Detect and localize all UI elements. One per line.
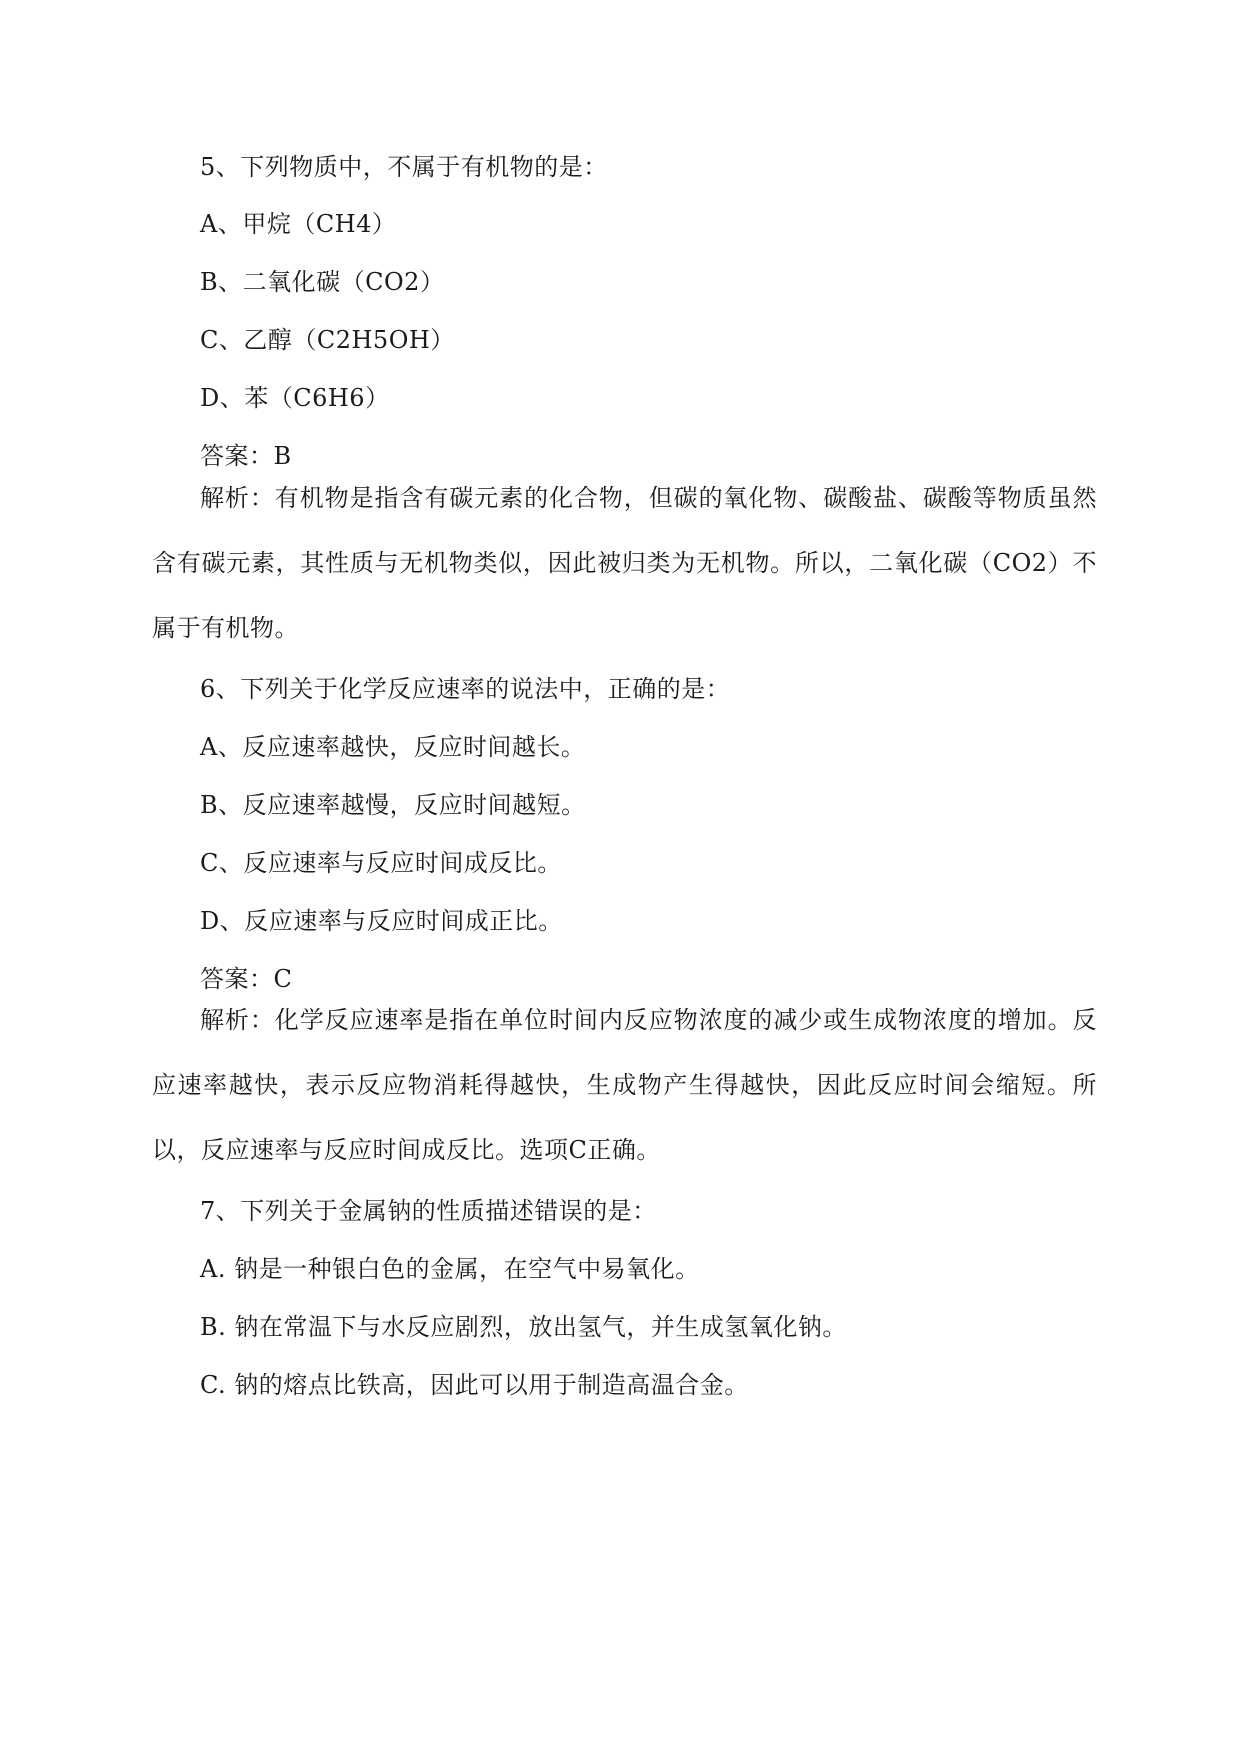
option-a: A. 钠是一种银白色的金属，在空气中易氧化。 [200, 1255, 700, 1283]
option-b: B、二氧化碳（CO2） [200, 268, 445, 296]
answer: 答案：B [200, 442, 292, 470]
answer: 答案：C [200, 965, 293, 993]
question-stem: 6、下列关于化学反应速率的说法中，正确的是： [200, 675, 731, 703]
option-d: D、苯（C6H6） [200, 384, 390, 412]
question-stem: 5、下列物质中，不属于有机物的是： [200, 153, 608, 181]
option-a: A、甲烷（CH4） [200, 210, 397, 238]
option-c: C. 钠的熔点比铁高，因此可以用于制造高温合金。 [200, 1371, 749, 1399]
option-b: B、反应速率越慢，反应时间越短。 [200, 791, 586, 819]
analysis: 解析：有机物是指含有碳元素的化合物，但碳的氧化物、碳酸盐、碳酸等物质虽然含有碳元素，其性质与无机物类似，因此被归类为无机物。所以，二氧化碳（CO2）不属于有机物。 [152, 484, 1097, 642]
option-c: C、反应速率与反应时间成反比。 [200, 849, 562, 877]
option-d: D、反应速率与反应时间成正比。 [200, 907, 563, 935]
analysis: 解析：化学反应速率是指在单位时间内反应物浓度的减少或生成物浓度的增加。反应速率越快，表示反应物消耗得越快，生成物产生得越快，因此反应时间会缩短。所以，反应速率与反应时间成反比。选项C正确。 [152, 1006, 1097, 1164]
question-stem: 7、下列关于金属钠的性质描述错误的是： [200, 1197, 657, 1225]
option-b: B. 钠在常温下与水反应剧烈，放出氢气，并生成氢氧化钠。 [200, 1313, 847, 1341]
option-a: A、反应速率越快，反应时间越长。 [200, 733, 586, 761]
option-c: C、乙醇（C2H5OH） [200, 326, 455, 354]
